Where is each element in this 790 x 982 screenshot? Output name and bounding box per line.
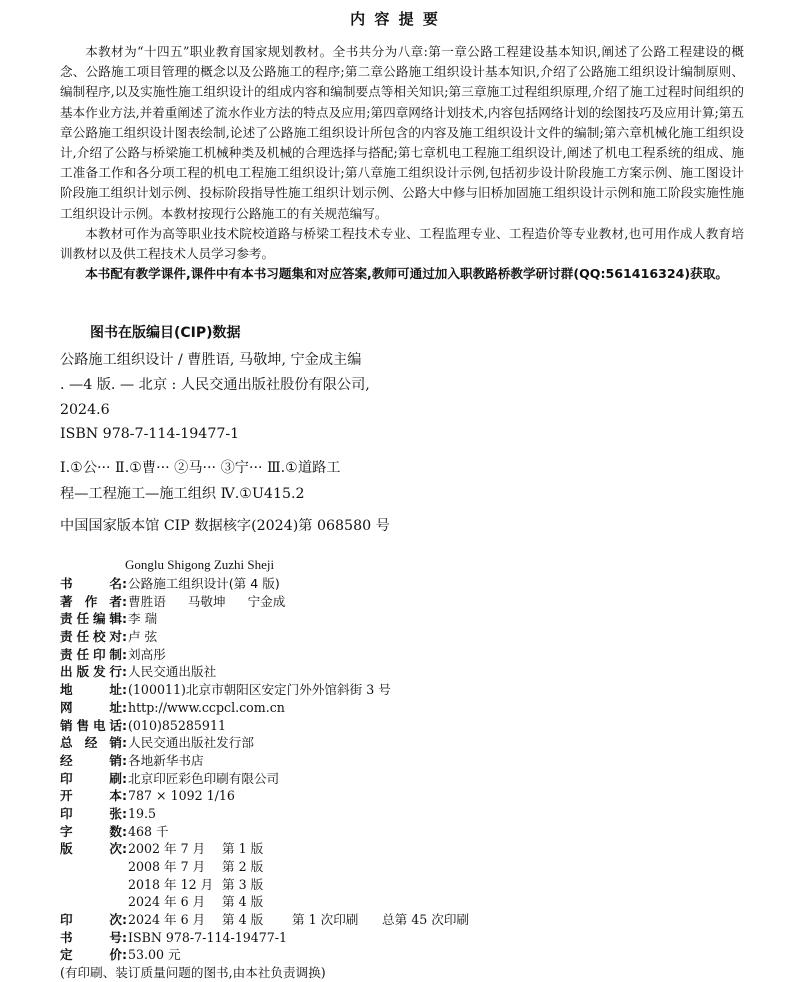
impression-edition: 第 4 版 (222, 912, 264, 928)
proofreader-label: 责任校对 (60, 629, 122, 645)
colophon-edition-4 (60, 893, 760, 911)
author-1: 曹胜语 (128, 593, 166, 609)
format-label: 开 本 (60, 788, 122, 804)
colophon-phone: 销售电话 : (010)85285911 (60, 717, 226, 733)
pinyin-title: Gonglu Shigong Zuzhi Sheji (125, 557, 275, 572)
impression-total: 总第 45 次印刷 (382, 912, 470, 928)
distributor-value: 人民交通出版社发行部 (128, 735, 254, 751)
proofreader-value: 卢 弦 (128, 629, 158, 645)
colophon-distributor: 总 经 销 : 人民交通出版社发行部 (60, 735, 254, 751)
authors-label: 著 作 者 (60, 593, 122, 609)
impression-label: 印 次 (60, 912, 122, 928)
impression-number: 第 1 次印刷 (292, 912, 359, 928)
summary-title: 内 容 提 要 (350, 10, 440, 28)
sheets-label: 印 张 (60, 805, 122, 821)
isbn-value: ISBN 978-7-114-19477-1 (128, 929, 288, 945)
isbn-label: 书 号 (60, 929, 122, 945)
dealer-label: 经 销 (60, 752, 122, 768)
edition-4-number: 第 4 版 (222, 894, 264, 910)
printing-supervisor-value: 刘高彤 (128, 646, 166, 662)
edition-2-date: 2008 年 7 月 (128, 859, 206, 874)
colophon (60, 575, 760, 982)
colophon-book-name: 书 名 : 公路施工组织设计(第 4 版) (60, 576, 280, 591)
distributor-label: 总 经 销 (60, 735, 122, 751)
printer-value: 北京印匠彩色印刷有限公司 (128, 770, 280, 786)
editor-label: 责任编辑 (60, 611, 122, 627)
cip-classification-1: Ⅰ.①公··· Ⅱ.①曹··· ②马··· ③宁··· Ⅲ.①道路工 (60, 460, 341, 476)
price-value: 53.00 元 (128, 947, 181, 963)
cip-record-number: 中国国家版本馆 CIP 数据核字(2024)第 068580 号 (60, 518, 390, 534)
price-label: 定 价 (60, 947, 122, 963)
cip-classification-2: 程—工程施工—施工组织 Ⅳ.①U415.2 (60, 486, 305, 502)
book-name-label: 书 名 (60, 576, 122, 591)
format-value: 787 × 1092 1/16 (128, 788, 235, 804)
address-value: (100011)北京市朝阳区安定门外外馆斜街 3 号 (128, 682, 391, 698)
book-name-value: 公路施工组织设计(第 4 版) (128, 576, 280, 591)
summary-text (60, 42, 744, 284)
colophon-words: 字 数 : 468 千 (60, 823, 169, 839)
edition-3-date: 2018 年 12 月 (128, 876, 214, 892)
author-3: 宁金成 (247, 593, 286, 609)
printer-label: 印 刷 (60, 770, 122, 786)
author-2: 马敬坤 (187, 593, 226, 609)
phone-label: 销售电话 (60, 717, 122, 733)
colophon-format: 开 本 : 787 × 1092 1/16 (60, 788, 235, 804)
colophon-editor: 责任编辑 : 李 瑞 (60, 611, 158, 627)
summary-paragraph-1: 本教材为“十四五”职业教育国家规划教材。全书共分为八章:第一章公路工程建设基本知识,阐述了公路工程建设的概念、公路施工项目管理的概念以及公路施工的程序;第二章公路施工组织设计基本知识,介绍了公路施工组织设计编制原则、编制程序,以及实施性施工组织设计的组成内容和编制要点等相关知识;第三章施工过程组织原理,介绍了施工过程时间组织的基本作业方法,并着重阐述了流水作业方法的特点及应用;第四章网络计划技术,内容包括网络计划的绘图技巧及应用计算;第五章公路施工组织设计图表绘制,论述了公路施工组织设计所包含的内容及施工组织设计文件的编制;第六章机械化施工组织设计,介绍了公路与桥梁施工机械种类及机械的合理选择与搭配;第七章机电工程施工组织设计,阐述了机电工程系统的组成、施工准备工作和各分项工程的机电工程施工组织设计;第八章施工组织设计示例,包括初步设计阶段施工方案示例、施工图设计阶段施工组织计划示例、投标阶段指导性施工组织计划示例、公路大中修与旧桥加固施工组织设计示例和施工阶段实施性施工组织设计示例。本教材按现行公路施工的有关规范编写。 (60, 44, 744, 221)
colophon-printing-supervisor: 责任印制 : 刘高彤 (60, 646, 166, 662)
website-label: 网 址 (60, 699, 122, 715)
cip-line-3: 2024.6 (60, 402, 110, 418)
quality-note: (有印刷、装订质量问题的图书,由本社负责调换) (60, 965, 326, 981)
sheets-value: 19.5 (128, 805, 157, 821)
edition-1-date: 2002 年 7 月 (128, 841, 206, 857)
colophon-edition-1: 版 次 : 2002 年 7 月 第 1 版 (60, 841, 264, 857)
colophon-edition-3 (60, 876, 760, 894)
colophon-edition-2 (60, 858, 760, 876)
phone-value: (010)85285911 (128, 717, 226, 733)
editor-value: 李 瑞 (128, 611, 158, 627)
edition-2-number: 第 2 版 (222, 859, 264, 874)
colophon-authors: 著 作 者 : 曹胜语 马敬坤 宁金成 (60, 593, 286, 609)
dealer-value: 各地新华书店 (128, 752, 204, 768)
colophon-address: 地 址 : (100011)北京市朝阳区安定门外外馆斜街 3 号 (60, 682, 391, 698)
impression-date: 2024 年 6 月 (128, 912, 206, 928)
edition-4-date: 2024 年 6 月 (128, 894, 206, 910)
colophon-website: 网 址 : http://www.ccpcl.com.cn (60, 699, 285, 715)
colophon-price: 定 价 : 53.00 元 (60, 947, 181, 963)
summary-courseware-note: 本书配有教学课件,课件中有本书习题集和对应答案,教师可通过加入职教路桥教学研讨群(QQ:561416324)获取。 (85, 266, 728, 282)
printing-supervisor-label: 责任印制 (60, 646, 122, 662)
website-value: http://www.ccpcl.com.cn (128, 699, 285, 715)
summary-paragraph-2: 本教材可作为高等职业技术院校道路与桥梁工程技术专业、工程监理专业、工程造价等专业教材,也可用作成人教育培训教材以及供工程技术人员学习参考。 (60, 225, 744, 262)
colophon-isbn: 书 号 : ISBN 978-7-114-19477-1 (60, 929, 288, 945)
colophon-dealer: 经 销 : 各地新华书店 (60, 752, 204, 768)
colophon-proofreader: 责任校对 : 卢 弦 (60, 629, 158, 645)
colophon-sheets: 印 张 : 19.5 (60, 805, 157, 821)
cip-heading: 图书在版编目(CIP)数据 (90, 325, 241, 341)
address-label: 地 址 (60, 682, 122, 698)
colophon-impression: 印 次 : 2024 年 6 月 第 4 版 第 1 次印刷 总第 45 次印刷 (60, 912, 470, 928)
cip-line-1: 公路施工组织设计 / 曹胜语, 马敬坤, 宁金成主编 (60, 352, 362, 368)
colophon-printer: 印 刷 : 北京印匠彩色印刷有限公司 (60, 770, 280, 786)
cip-isbn: ISBN 978-7-114-19477-1 (60, 426, 240, 442)
words-label: 字 数 (60, 823, 122, 839)
edition-3-number: 第 3 版 (222, 876, 264, 892)
cip-line-2: . —4 版. — 北京 : 人民交通出版社股份有限公司, (60, 377, 370, 393)
publisher-value: 人民交通出版社 (128, 664, 217, 680)
editions-label: 版 次 (60, 841, 122, 857)
colophon-publisher: 出版发行 : 人民交通出版社 (60, 664, 217, 680)
edition-1-number: 第 1 版 (222, 841, 264, 857)
words-value: 468 千 (128, 823, 169, 839)
publisher-label: 出版发行 (60, 664, 122, 680)
